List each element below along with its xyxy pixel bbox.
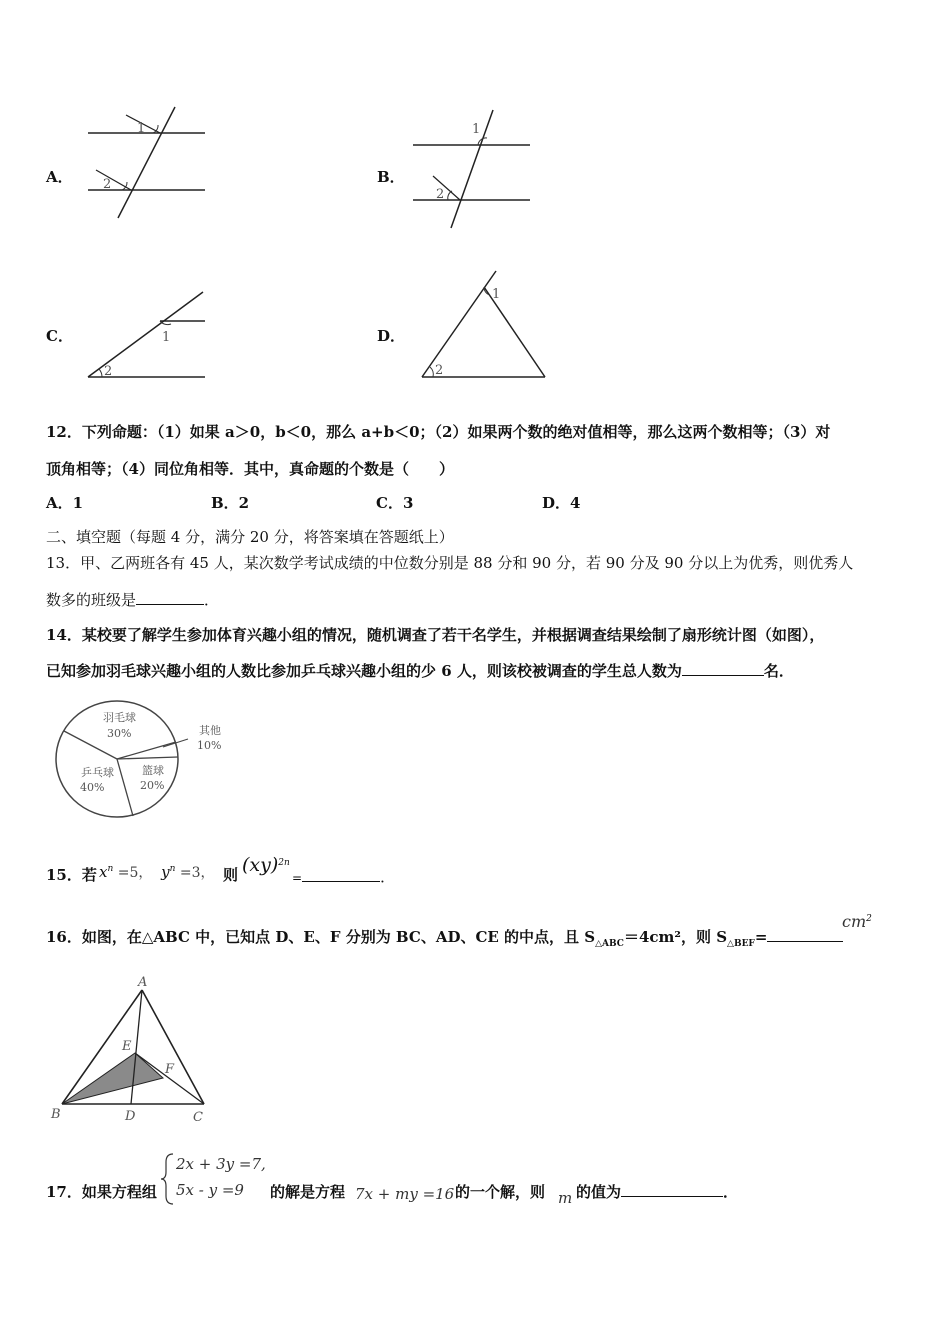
q14-line2-end: 名． xyxy=(763,662,794,680)
q12-line1: 12．下列命题：（1）如果 a＞0，b＜0，那么 a+b＜0；（2）如果两个数的绝对值相等，那么这两个数相等；（3）对 xyxy=(46,423,831,441)
angle-1-label: 1 xyxy=(492,287,501,302)
point-a-label: A xyxy=(138,975,148,990)
exp-n: n xyxy=(169,864,176,874)
option-c-label: C． xyxy=(46,327,73,345)
q12-choice-b: B．2 xyxy=(211,494,250,512)
option-d-label: D． xyxy=(377,327,406,345)
pie-label-badminton: 羽毛球 xyxy=(103,711,136,724)
system-eq2: 5x - y =9 xyxy=(176,1181,244,1199)
equals-sign: = xyxy=(292,871,303,885)
pie-pct-other: 10% xyxy=(197,739,222,752)
section-title: 二、填空题（每题 4 分，满分 20 分，将答案填在答题纸上） xyxy=(46,528,454,546)
pie-label-basketball: 篮球 xyxy=(142,764,164,777)
angle-1-label: 1 xyxy=(162,330,171,345)
q17-prefix: 17．如果方程组 xyxy=(46,1183,157,1201)
var-x: x xyxy=(99,863,108,881)
angle-2-label: 2 xyxy=(104,364,113,379)
q12-choice-c: C．3 xyxy=(376,494,414,512)
q16-text-c: = xyxy=(754,928,768,946)
exp-2n: 2n xyxy=(278,858,290,868)
q17-end xyxy=(576,1181,738,1202)
point-e-label: E xyxy=(122,1039,132,1054)
q12-choice-d: D．4 xyxy=(542,494,581,512)
q16-text-b: ＝4cm²，则 S xyxy=(623,928,728,946)
point-d-label: D xyxy=(125,1109,136,1124)
angle-2-label: 2 xyxy=(435,363,444,378)
option-a-label: A． xyxy=(46,168,73,186)
pie-label-other: 其他 xyxy=(199,724,221,737)
q17-mid2: 的一个解，则 xyxy=(455,1183,546,1201)
q14-line2-text: 已知参加羽毛球兴趣小组的人数比参加乒乓球兴趣小组的少 6 人，则该校被调查的学生总人数为 xyxy=(46,662,682,680)
q15-end: ． xyxy=(380,868,396,886)
pie-pct-badminton: 30% xyxy=(107,727,132,740)
point-b-label: B xyxy=(51,1107,61,1122)
q17-var-m: m xyxy=(558,1189,573,1207)
q15-then: 则 xyxy=(223,866,239,884)
q17-end-dot: ． xyxy=(723,1183,739,1201)
angle-1-label: 1 xyxy=(472,122,481,137)
var-y: y xyxy=(161,863,170,881)
q12-line2: 顶角相等；（4）同位角相等．其中，真命题的个数是（ ） xyxy=(46,460,454,478)
q13-line2-end: ． xyxy=(204,591,220,609)
value-3: =3， xyxy=(175,865,215,881)
q15-prefix: 15．若 xyxy=(46,866,97,884)
system-eq1: 2x + 3y =7, xyxy=(176,1155,266,1173)
q17-equation: 7x + my =16 xyxy=(355,1185,455,1203)
q13-line2-text: 数多的班级是 xyxy=(46,591,137,609)
q17-mid: 的解是方程 xyxy=(270,1183,346,1201)
angle-2-label: 2 xyxy=(436,187,445,202)
unit-exp: 2 xyxy=(866,914,872,924)
unit-cm: cm xyxy=(842,912,867,931)
pie-label-pingpong: 乒乓球 xyxy=(81,766,114,779)
q17-end-text: 的值为 xyxy=(576,1183,622,1201)
point-f-label: F xyxy=(165,1062,175,1077)
value-5: =5， xyxy=(113,865,153,881)
pie-pct-pingpong: 40% xyxy=(80,781,105,794)
pie-pct-basketball: 20% xyxy=(140,779,165,792)
angle-2-label: 2 xyxy=(103,177,112,192)
q16-sub-bef: △BEF xyxy=(727,939,755,949)
point-c-label: C xyxy=(193,1110,203,1125)
q16-text-a: 16．如图，在△ABC 中，已知点 D、E、F 分别为 BC、AD、CE 的中点，且 S xyxy=(46,928,596,946)
expr-xy: (xy) xyxy=(242,854,279,876)
option-b-label: B． xyxy=(377,168,405,186)
exp-n: n xyxy=(107,864,114,874)
angle-1-label: 1 xyxy=(137,121,146,136)
answer-blank xyxy=(621,1182,723,1197)
q14-line1: 14．某校要了解学生参加体育兴趣小组的情况，随机调查了若干名学生，并根据调查结果绘制了扇形统计图（如图）， xyxy=(46,626,825,644)
q16-sub-abc: △ABC xyxy=(595,939,624,949)
q13-line1: 13．甲、乙两班各有 45 人，某次数学考试成绩的中位数分别是 88 分和 90 分，若 90 分及 90 分以上为优秀，则优秀人 xyxy=(46,554,854,572)
q12-choice-a: A．1 xyxy=(46,494,84,512)
